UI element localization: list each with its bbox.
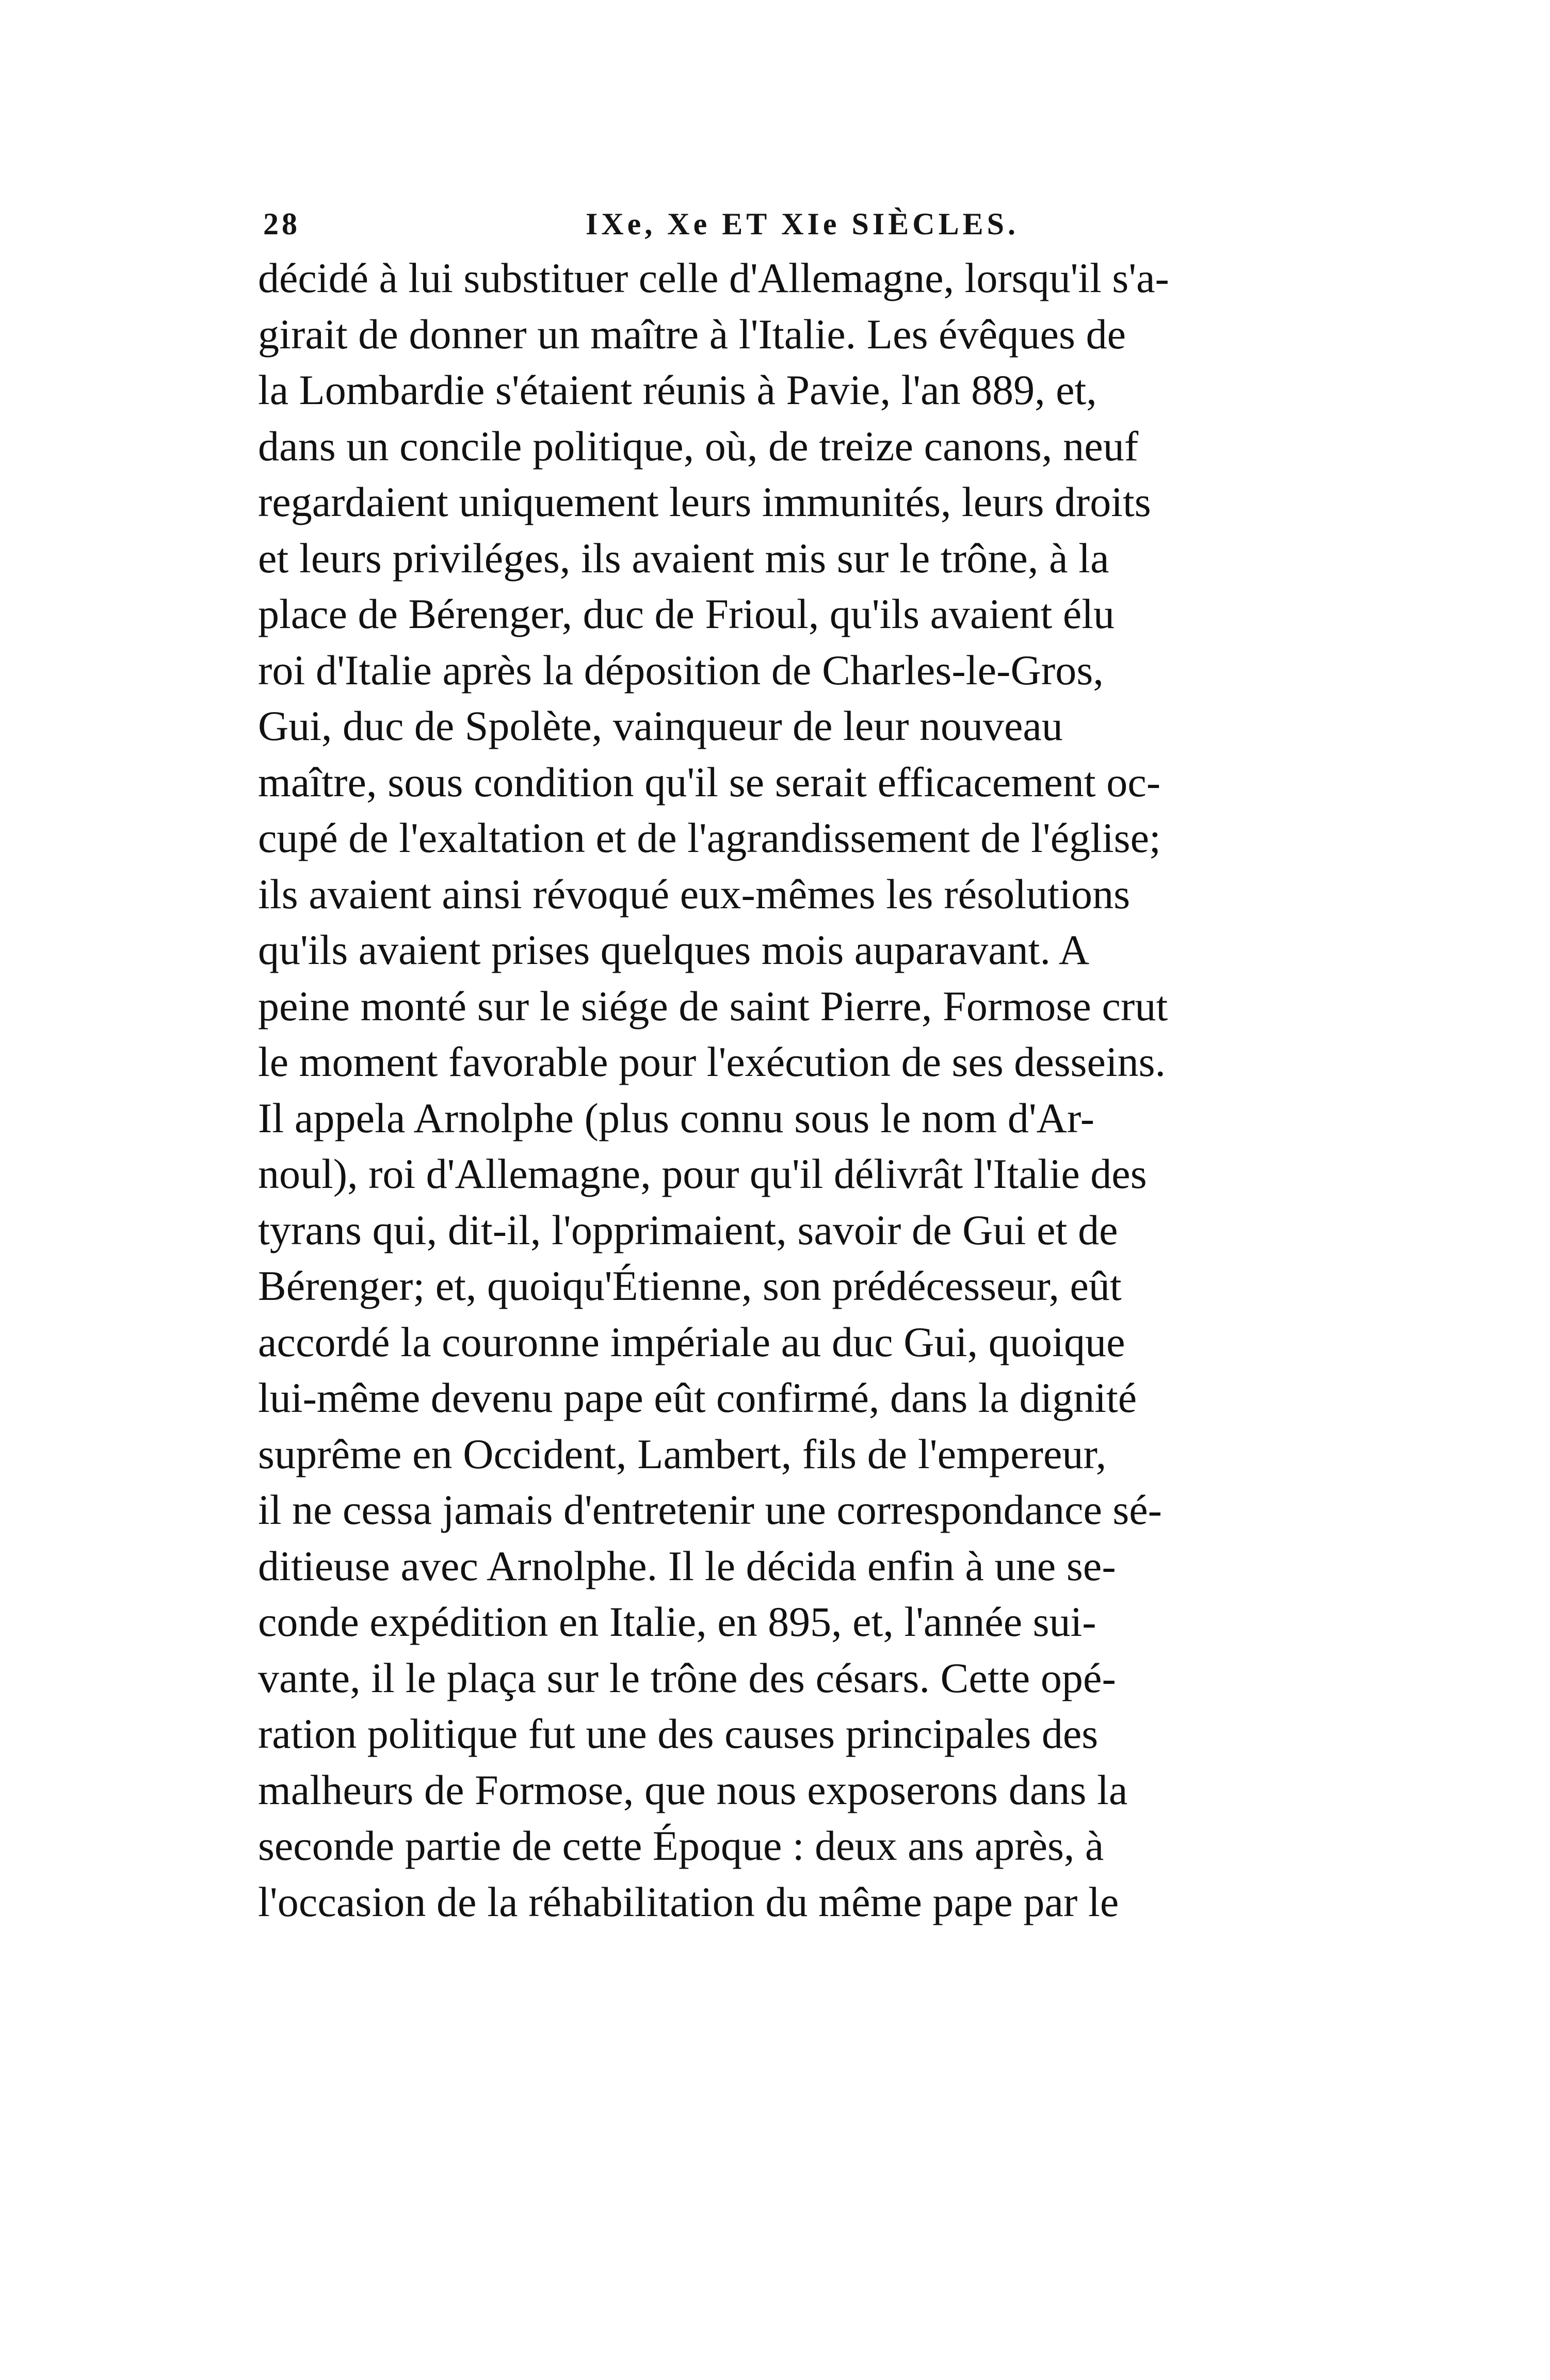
running-title: IXe, Xe ET XIe SIÈCLES. [586,207,1020,241]
text-line: suprême en Occident, Lambert, fils de l'empereur, [258,1430,1107,1477]
text-line: seconde partie de cette Époque : deux ans après, à [258,1822,1104,1869]
text-line: ration politique fut une des causes principales des [258,1710,1099,1757]
text-line: vante, il le plaça sur le trône des césars. Cette opé- [258,1654,1116,1701]
text-line: ils avaient ainsi révoqué eux-mêmes les résolutions [258,870,1131,918]
text-line: il ne cessa jamais d'entretenir une correspondance sé- [258,1486,1162,1533]
text-line: qu'ils avaient prises quelques mois auparavant. A [258,926,1090,973]
running-head [263,197,1166,254]
text-line: et leurs priviléges, ils avaient mis sur le trône, à la [258,534,1109,582]
text-line: malheurs de Formose, que nous exposerons dans la [258,1766,1128,1813]
text-line: l'occasion de la réhabilitation du même pape par le [258,1878,1119,1925]
text-line: ditieuse avec Arnolphe. Il le décida enfin à une se- [258,1542,1116,1589]
body-text [258,250,1362,1930]
page-number: 28 [263,207,300,241]
text-line: noul), roi d'Allemagne, pour qu'il délivrât l'Italie des [258,1150,1147,1197]
text-line: dans un concile politique, où, de treize canons, neuf [258,422,1139,470]
text-line: Gui, duc de Spolète, vainqueur de leur nouveau [258,702,1063,749]
text-line: tyrans qui, dit-il, l'opprimaient, savoir de Gui et de [258,1206,1118,1253]
text-line: cupé de l'exaltation et de l'agrandissement de l'église; [258,814,1161,861]
text-line: maître, sous condition qu'il se serait efficacement oc- [258,758,1161,806]
text-line: lui-même devenu pape eût confirmé, dans la dignité [258,1374,1137,1421]
text-line: la Lombardie s'étaient réunis à Pavie, l'an 889, et, [258,366,1097,413]
text-line: décidé à lui substituer celle d'Allemagne, lorsqu'il s'a- [258,254,1169,301]
text-line: girait de donner un maître à l'Italie. Les évêques de [258,310,1126,358]
text-line: le moment favorable pour l'exécution de ses desseins. [258,1038,1166,1085]
text-line: accordé la couronne impériale au duc Gui, quoique [258,1318,1125,1365]
text-line: conde expédition en Italie, en 895, et, l'année sui- [258,1598,1096,1645]
text-line: Bérenger; et, quoiqu'Étienne, son prédécesseur, eût [258,1262,1122,1309]
text-line: roi d'Italie après la déposition de Charles-le-Gros, [258,646,1104,694]
text-line: place de Bérenger, duc de Frioul, qu'ils avaient élu [258,590,1115,637]
text-line: peine monté sur le siége de saint Pierre, Formose crut [258,982,1168,1030]
text-line: Il appela Arnolphe (plus connu sous le nom d'Ar- [258,1094,1095,1141]
text-line: regardaient uniquement leurs immunités, leurs droits [258,478,1151,525]
